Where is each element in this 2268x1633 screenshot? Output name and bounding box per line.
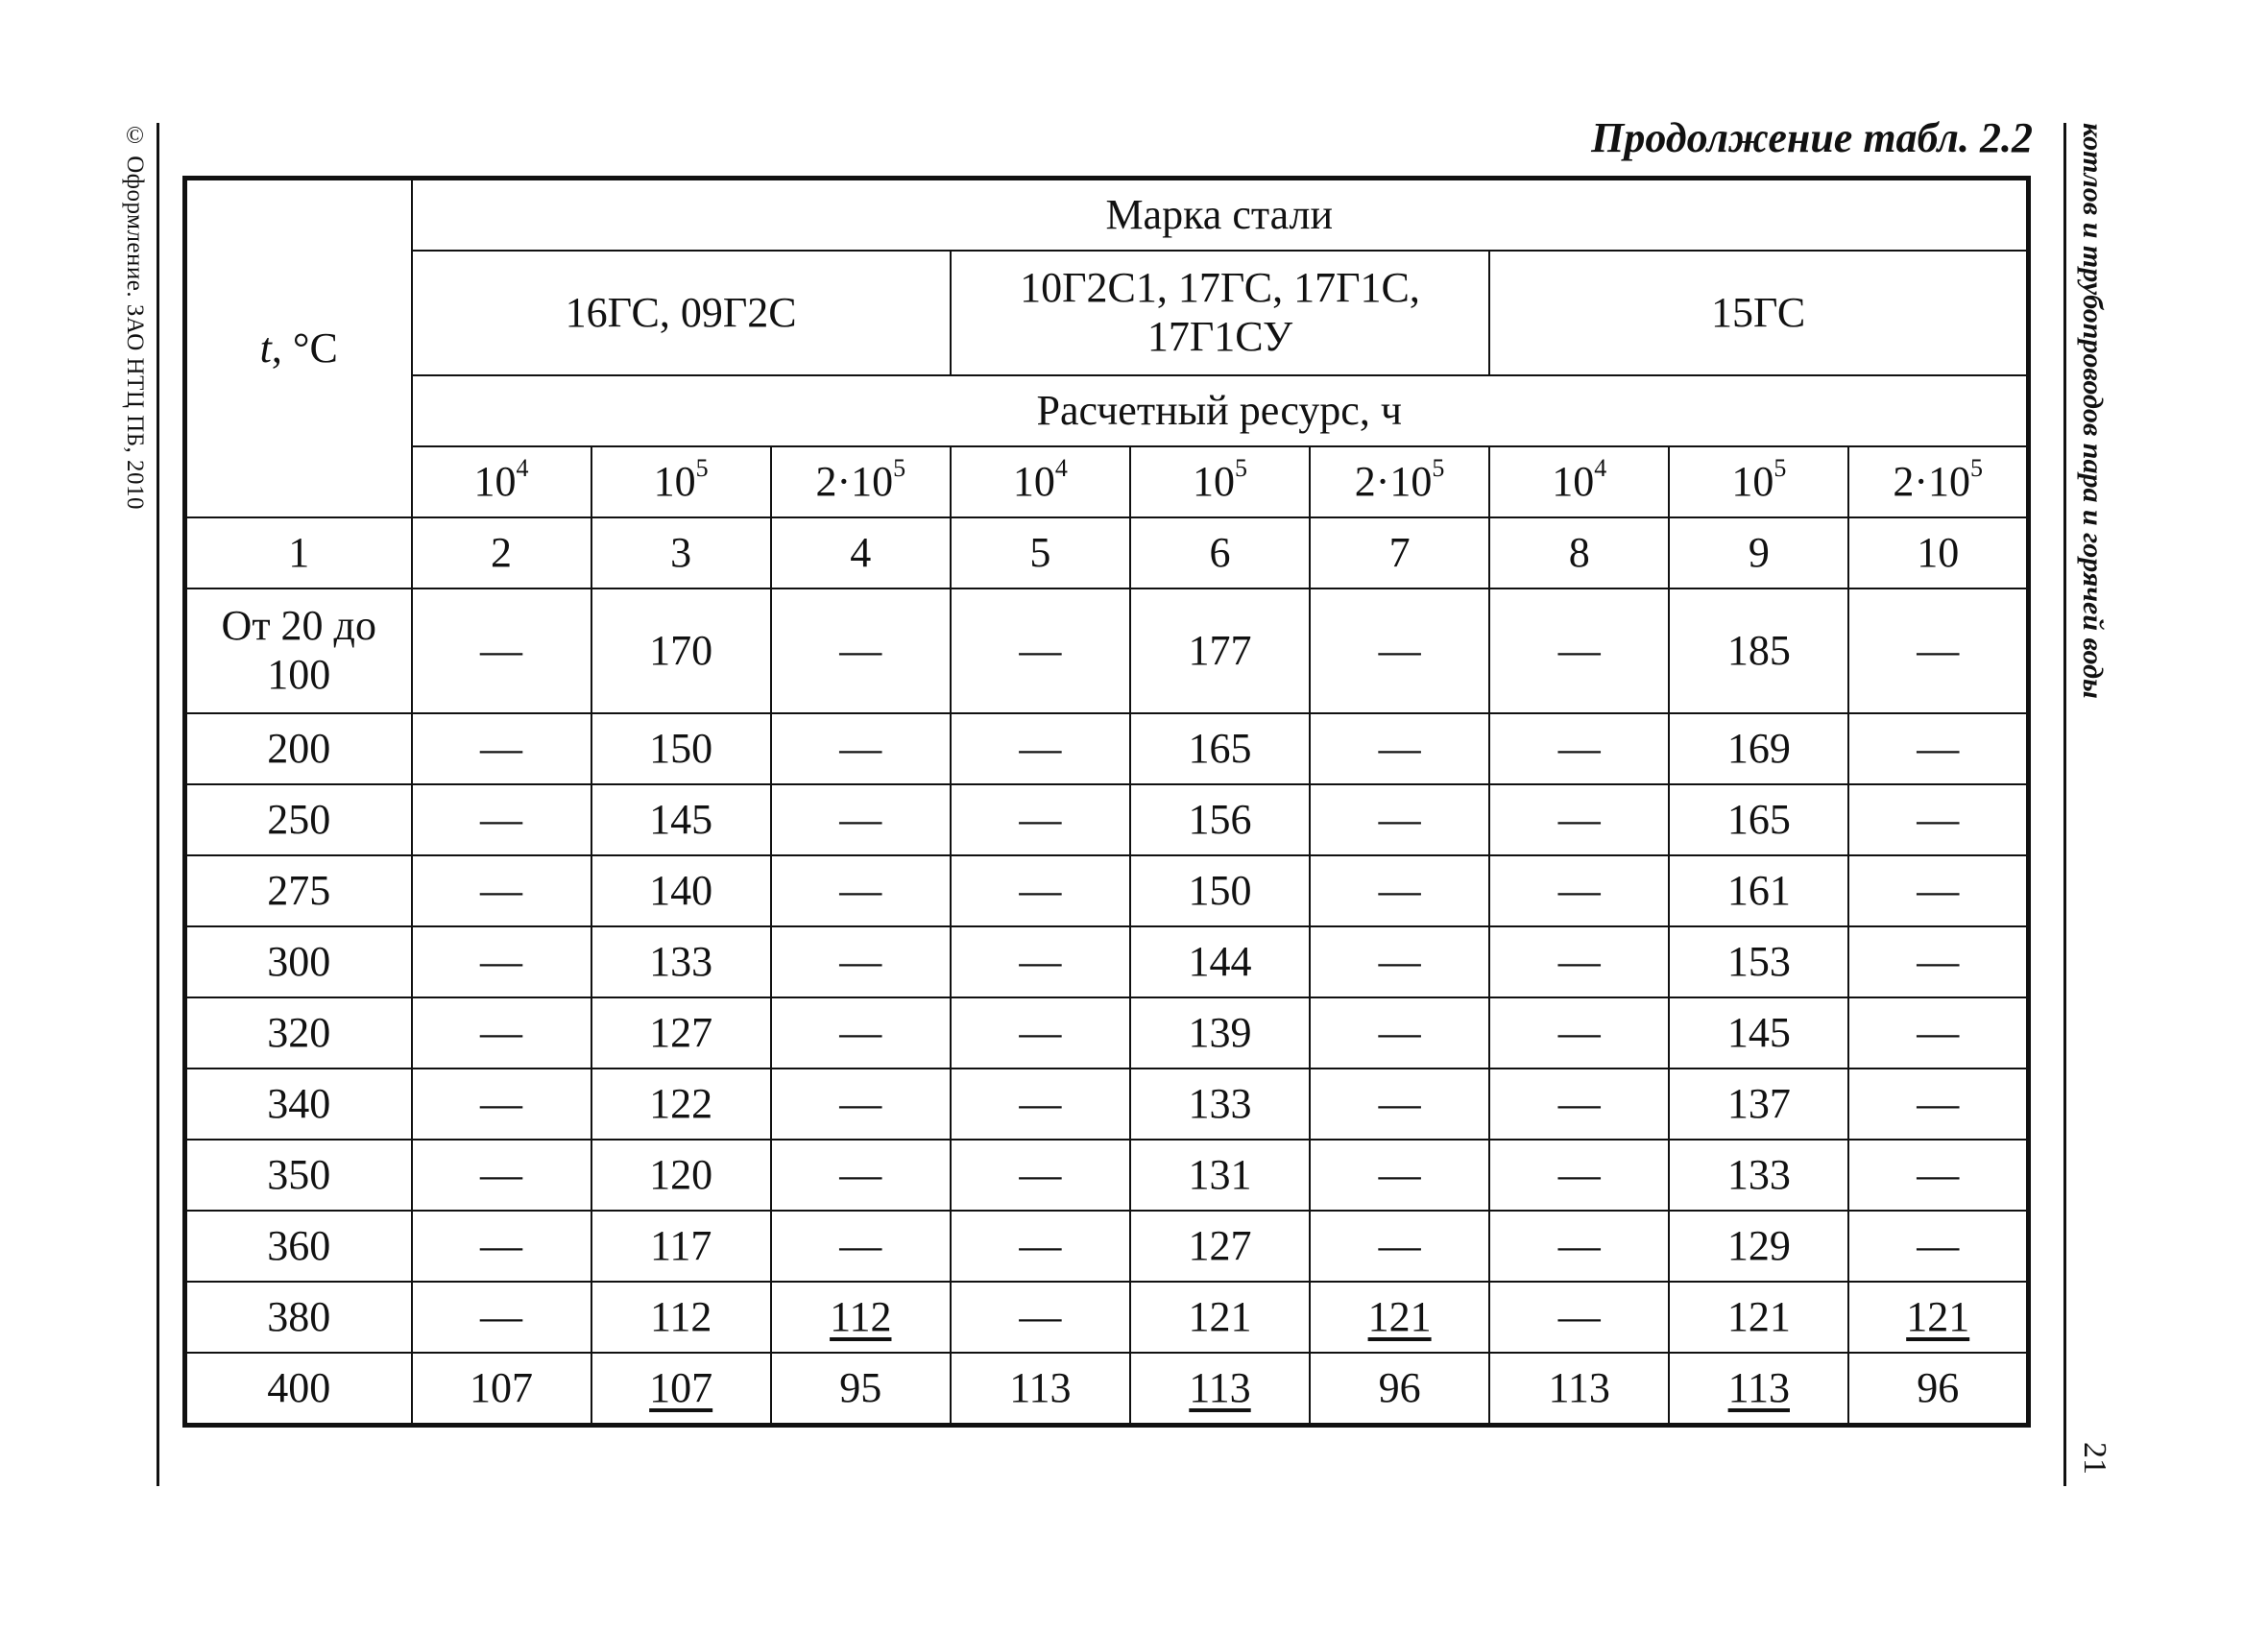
value-cell [951,713,1130,784]
value-cell [1130,784,1310,855]
resource-exponent: 5 [1773,453,1787,482]
value-text: — [480,1292,523,1340]
value-text: — [839,1221,882,1269]
value-text: 107 [470,1363,534,1411]
value-text: — [1019,626,1062,674]
value-cell [771,926,951,997]
value-cell [1848,1282,2028,1353]
value-cell [1489,926,1669,997]
value-text: — [1019,1221,1062,1269]
value-text: — [1917,1008,1960,1056]
value-cell [1310,1140,1489,1211]
value-text: 170 [649,626,713,674]
value-cell [1848,784,2028,855]
value-text: — [1557,795,1601,843]
value-text: 165 [1726,795,1791,843]
running-header-text: котлов и трубопроводов пара и горячей воды [2077,123,2109,699]
value-text: — [1378,937,1421,985]
resource-base: 10 [1012,457,1055,505]
value-text: 137 [1726,1079,1791,1127]
value-cell [1848,1140,2028,1211]
table-row [185,1282,2029,1353]
value-text: 120 [649,1150,713,1198]
steel-group-header: 10Г2С1, 17ГС, 17Г1С, 17Г1СУ [951,251,1489,375]
value-text: — [480,866,523,914]
resource-header: Расчетный ресурс, ч [412,375,2029,446]
value-text: — [839,626,882,674]
value-cell [412,1140,591,1211]
value-cell [1848,1211,2028,1282]
value-text: 96 [1378,1363,1421,1411]
table-row [185,1353,2029,1426]
table-row [185,926,2029,997]
value-cell [412,1069,591,1140]
value-text: — [1019,1150,1062,1198]
value-cell [951,855,1130,926]
table-row [185,1140,2029,1211]
value-text: — [1917,937,1960,985]
column-number: 3 [591,517,771,588]
value-cell [1489,1140,1669,1211]
value-cell [1130,1353,1310,1426]
value-cell [412,855,591,926]
temperature-header [185,179,412,518]
value-text: 133 [1188,1079,1252,1127]
value-cell [1489,588,1669,713]
value-text: — [839,724,882,772]
value-cell [771,713,951,784]
table-row [185,713,2029,784]
value-text: — [1917,626,1960,674]
value-cell [951,1211,1130,1282]
table-row [185,784,2029,855]
value-cell [1310,1211,1489,1282]
value-text: — [1019,1079,1062,1127]
value-cell [1848,926,2028,997]
value-text: 165 [1188,724,1252,772]
resource-cell [1130,446,1310,517]
table-caption: Продолжение табл. 2.2 [1591,114,2033,161]
value-text: 112 [649,1292,712,1340]
value-cell [771,1353,951,1426]
value-cell [771,1282,951,1353]
value-cell [1669,1353,1848,1426]
temperature-cell: 380 [185,1282,412,1353]
value-text: 127 [1188,1221,1252,1269]
value-cell [591,926,771,997]
value-cell [771,855,951,926]
left-margin-rule [157,123,159,1486]
value-text: — [480,1079,523,1127]
value-text: 177 [1188,626,1252,674]
value-text: 121 [1367,1292,1432,1340]
resource-base: 10 [1731,457,1774,505]
value-cell [1310,1069,1489,1140]
value-text: — [1917,866,1960,914]
value-text: — [1378,626,1421,674]
value-text: — [480,724,523,772]
value-cell [591,1140,771,1211]
copyright-margin-text: © Оформление. ЗАО НТЦ ПБ, 2010 [122,123,148,511]
value-text: 169 [1726,724,1791,772]
value-text: — [1019,866,1062,914]
value-text: — [1557,1008,1601,1056]
value-cell [951,997,1130,1069]
value-text: — [1378,795,1421,843]
value-cell [412,784,591,855]
column-number: 5 [951,517,1130,588]
value-text: 150 [649,724,713,772]
value-cell [1669,713,1848,784]
value-cell [1310,588,1489,713]
value-text: 122 [649,1079,713,1127]
value-text: — [839,1079,882,1127]
value-cell [1130,1282,1310,1353]
value-cell [412,997,591,1069]
table-row [185,588,2029,713]
resource-cell [1489,446,1669,517]
value-text: — [1378,1150,1421,1198]
right-margin-rule [2063,123,2066,1486]
temperature-cell: 200 [185,713,412,784]
table-row [185,1211,2029,1282]
resource-base: 2·10 [1354,457,1433,505]
temperature-cell: 350 [185,1140,412,1211]
value-text: — [1019,795,1062,843]
resource-cell [951,446,1130,517]
resource-cell [412,446,591,517]
resource-exponent: 4 [516,453,529,482]
value-cell [771,997,951,1069]
value-text: — [839,937,882,985]
value-cell [1489,784,1669,855]
value-text: 113 [1009,1363,1072,1411]
column-number: 8 [1489,517,1669,588]
value-text: — [1019,1292,1062,1340]
value-cell [1489,713,1669,784]
value-text: — [1917,795,1960,843]
steel-stress-table [182,176,2031,1428]
value-text: — [1917,1150,1960,1198]
value-cell [1848,855,2028,926]
value-cell [412,1282,591,1353]
resource-cell [771,446,951,517]
temperature-cell: 400 [185,1353,412,1426]
value-cell [1669,855,1848,926]
value-cell [1130,926,1310,997]
value-text: — [1557,937,1601,985]
value-text: 127 [649,1008,713,1056]
value-text: 121 [1906,1292,1970,1340]
value-cell [951,926,1130,997]
value-cell [771,1140,951,1211]
resource-base: 2·10 [815,457,894,505]
value-text: — [1378,1079,1421,1127]
page-number: 21 [2077,1442,2112,1475]
column-number: 6 [1130,517,1310,588]
value-text: 139 [1188,1008,1252,1056]
steel-group-header: 16ГС, 09Г2С [412,251,951,375]
value-cell [1669,784,1848,855]
value-cell [1848,713,2028,784]
table-row [185,1069,2029,1140]
value-cell [1669,588,1848,713]
resource-exponent: 5 [893,453,906,482]
value-text: — [1378,866,1421,914]
value-cell [1848,1069,2028,1140]
value-text: — [1917,724,1960,772]
value-cell [591,855,771,926]
value-cell [951,1069,1130,1140]
value-cell [591,1282,771,1353]
value-text: — [1557,724,1601,772]
value-text: 161 [1726,866,1791,914]
value-text: 153 [1726,937,1791,985]
value-text: — [480,626,523,674]
value-cell [1310,926,1489,997]
value-cell [1669,1282,1848,1353]
value-cell [1130,855,1310,926]
value-cell [591,997,771,1069]
temperature-cell: 275 [185,855,412,926]
value-cell [412,926,591,997]
column-number: 1 [185,517,412,588]
resource-exponent: 5 [695,453,709,482]
value-text: 145 [1726,1008,1791,1056]
temperature-cell: 360 [185,1211,412,1282]
value-cell [412,1211,591,1282]
value-text: — [1557,1221,1601,1269]
value-cell [1669,997,1848,1069]
value-cell [771,1211,951,1282]
value-cell [1489,1069,1669,1140]
value-cell [951,1140,1130,1211]
value-text: — [1557,1292,1601,1340]
resource-base: 10 [473,457,517,505]
value-text: — [480,937,523,985]
value-cell [1669,926,1848,997]
resource-base: 10 [653,457,696,505]
resource-base: 2·10 [1893,457,1971,505]
value-cell [1848,588,2028,713]
value-text: 185 [1726,626,1791,674]
value-text: 113 [1548,1363,1610,1411]
column-number: 4 [771,517,951,588]
value-cell [1669,1069,1848,1140]
value-text: 133 [1726,1150,1791,1198]
value-cell [1489,997,1669,1069]
column-number: 9 [1669,517,1848,588]
table-row [185,855,2029,926]
resource-exponent: 4 [1054,453,1068,482]
value-cell [1489,1211,1669,1282]
value-text: — [839,795,882,843]
value-text: — [839,1008,882,1056]
value-cell [771,1069,951,1140]
value-text: 156 [1188,795,1252,843]
value-cell [1310,784,1489,855]
value-text: 117 [649,1221,712,1269]
value-text: 95 [839,1363,882,1411]
value-text: 113 [1727,1363,1790,1411]
value-text: — [1378,1008,1421,1056]
value-cell [1130,1069,1310,1140]
value-cell [591,713,771,784]
value-text: 145 [649,795,713,843]
value-text: 129 [1726,1221,1791,1269]
value-text: — [839,1150,882,1198]
value-cell [771,784,951,855]
value-cell [1130,588,1310,713]
value-cell [1489,855,1669,926]
value-text: 144 [1188,937,1252,985]
temperature-cell: 320 [185,997,412,1069]
value-cell [1489,1282,1669,1353]
value-text: 121 [1188,1292,1252,1340]
value-text: 96 [1917,1363,1960,1411]
value-cell [771,588,951,713]
column-number: 7 [1310,517,1489,588]
steel-group-header: 15ГС [1489,251,2028,375]
value-text: 133 [649,937,713,985]
value-text: — [480,795,523,843]
value-text: — [1917,1221,1960,1269]
value-cell [1310,1282,1489,1353]
value-cell [591,588,771,713]
steel-grade-header: Марка стали [412,179,2029,252]
value-text: — [1378,724,1421,772]
value-cell [1310,997,1489,1069]
value-text: — [1917,1079,1960,1127]
value-cell [1130,713,1310,784]
resource-exponent: 5 [1234,453,1247,482]
value-text: — [1019,1008,1062,1056]
resource-base: 10 [1192,457,1235,505]
value-cell [591,1353,771,1426]
column-number: 2 [412,517,591,588]
resource-cell [591,446,771,517]
value-cell [951,1282,1130,1353]
temperature-cell: 250 [185,784,412,855]
value-cell [1489,1353,1669,1426]
value-text: 112 [830,1292,892,1340]
value-cell [1130,997,1310,1069]
value-text: 150 [1188,866,1252,914]
value-cell [591,784,771,855]
value-cell [951,1353,1130,1426]
value-text: — [1019,937,1062,985]
value-cell [951,588,1130,713]
value-cell [1848,997,2028,1069]
value-text: 113 [1189,1363,1251,1411]
resource-exponent: 4 [1594,453,1607,482]
column-number: 10 [1848,517,2028,588]
temperature-label: t, °C [259,324,338,372]
value-cell [412,588,591,713]
value-cell [1130,1140,1310,1211]
resource-exponent: 5 [1432,453,1445,482]
temperature-cell: От 20 до 100 [185,588,412,713]
value-text: — [839,866,882,914]
resource-cell [1310,446,1489,517]
value-cell [412,713,591,784]
value-text: — [480,1008,523,1056]
value-text: 131 [1188,1150,1252,1198]
value-cell [951,784,1130,855]
value-cell [591,1069,771,1140]
resource-base: 10 [1552,457,1595,505]
value-text: — [1378,1221,1421,1269]
value-cell [1130,1211,1310,1282]
value-cell [1669,1140,1848,1211]
value-text: — [1019,724,1062,772]
resource-cell [1669,446,1848,517]
value-cell [591,1211,771,1282]
value-text: 107 [649,1363,713,1411]
value-text: — [1557,866,1601,914]
value-cell [1669,1211,1848,1282]
value-text: — [1557,626,1601,674]
resource-cell [1848,446,2028,517]
value-cell [412,1353,591,1426]
value-text: 121 [1726,1292,1791,1340]
value-text: — [1557,1150,1601,1198]
value-text: — [480,1150,523,1198]
temperature-cell: 340 [185,1069,412,1140]
value-cell [1848,1353,2028,1426]
value-text: 140 [649,866,713,914]
value-cell [1310,713,1489,784]
value-cell [1310,855,1489,926]
value-cell [1310,1353,1489,1426]
resource-exponent: 5 [1970,453,1984,482]
table-row [185,997,2029,1069]
temperature-cell: 300 [185,926,412,997]
value-text: — [480,1221,523,1269]
value-text: — [1557,1079,1601,1127]
